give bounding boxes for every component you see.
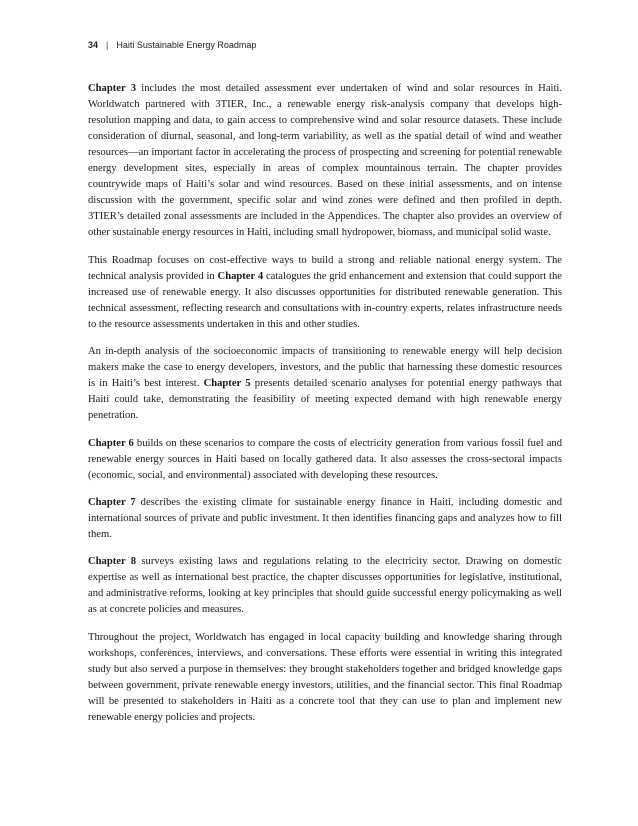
paragraph-text: includes the most detailed assessment ever undertaken of wind and solar resources in Haiti. Worldwatch partnered with 3TIER, Inc., a renewable energy risk-analysis company that develops high-resolution mapping and data, to gain access to comprehensive wind and solar resource datasets. These include consideration of diurnal, seasonal, and long-term variability, as well as the spatial detail of wind and weather resources—an important factor in accelerating the process of prospecting and screening for potential renewable energy development sites, especially in areas of complex mountainous terrain. The chapter provides countrywide maps of Haiti’s solar and wind resources. Based on these initial assessments, and on intense discussion with the government, specific solar and wind zones were defined and then profiled in depth. 3TIER’s detailed zonal assessments are included in the Appendices. The chapter also provides an overview of other sustainable energy resources in Haiti, including small hydropower, biomass, and municipal solid waste. [88,83,563,239]
paragraph-text: describes the existing climate for sustainable energy finance in Haiti, including domestic and international sources of private and public investment. It then identifies financing gaps and analyzes how to fill them. [88,496,562,540]
paragraph-text: Throughout the project, Worldwatch has engaged in local capacity building and knowledge sharing through workshops, conferences, interviews, and conversations. These efforts were essential in writing this integrated study but also served a purpose in themselves: they brought stakeholders together and bridged knowledge gaps between government, private renewable energy investors, utilities, and the financial sector. This final Roadmap will be presented to stakeholders in Haiti as a concrete tool that they can use to plan and implement new renewable energy policies and projects. [88,631,562,723]
paragraph-text: presents detailed scenario analyses for potential energy pathways that Haiti could take, demonstrating the feasibility of meeting expected demand with high renewable energy penetration. [88,378,562,422]
paragraph-chapter-4 [88,253,562,333]
chapter-8-ref: Chapter 8 [88,556,137,568]
paragraph-text: catalogues the grid enhancement and extension that could support the increased use of renewable energy. It also discusses opportunities for distributed renewable generation. This technical assessment, reflecting research and consultations with in-country experts, relates infrastructure needs to the resource assessments undertaken in this and other studies. [88,270,562,330]
paragraph-chapter-3 [88,81,562,241]
running-header [88,40,256,50]
chapter-7-ref: Chapter 7 [88,496,136,508]
header-separator: | [106,40,109,50]
paragraph-text: This Roadmap focuses on cost-effective ways to build a strong and reliable national energy system. The technical analysis provided in [88,254,562,282]
paragraph-chapter-8 [88,554,562,618]
paragraph-chapter-6 [88,436,562,484]
paragraph-text: builds on these scenarios to compare the costs of electricity generation from various fossil fuel and renewable energy sources in Haiti based on locally gathered data. It also assesses the cross-sectoral impacts (economic, social, and environmental) associated with developing these resources. [88,437,562,481]
chapter-4-ref: Chapter 4 [217,270,264,282]
paragraph-text: An in-depth analysis of the socioeconomic impacts of transitioning to renewable energy will help decision makers make the case to energy developers, investors, and the public that harnessing these domestic resources is in Haiti’s best interest. [88,346,562,390]
paragraph-text: surveys existing laws and regulations relating to the electricity sector. Drawing on domestic expertise as well as international best practice, the chapter discusses opportunities for legislative, institutional, and administrative reforms, looking at key principles that should guide successful energy policymaking as well as at concrete policies and measures. [88,556,563,616]
chapter-6-ref: Chapter 6 [88,437,134,449]
chapter-3-ref: Chapter 3 [88,83,137,94]
running-title: Haiti Sustainable Energy Roadmap [116,40,257,50]
paragraph-chapter-5 [88,344,562,424]
page-number: 34 [88,40,99,50]
body-text [88,81,562,737]
chapter-5-ref: Chapter 5 [203,378,251,390]
paragraph-chapter-7 [88,495,562,543]
paragraph-capacity-building [88,630,562,726]
